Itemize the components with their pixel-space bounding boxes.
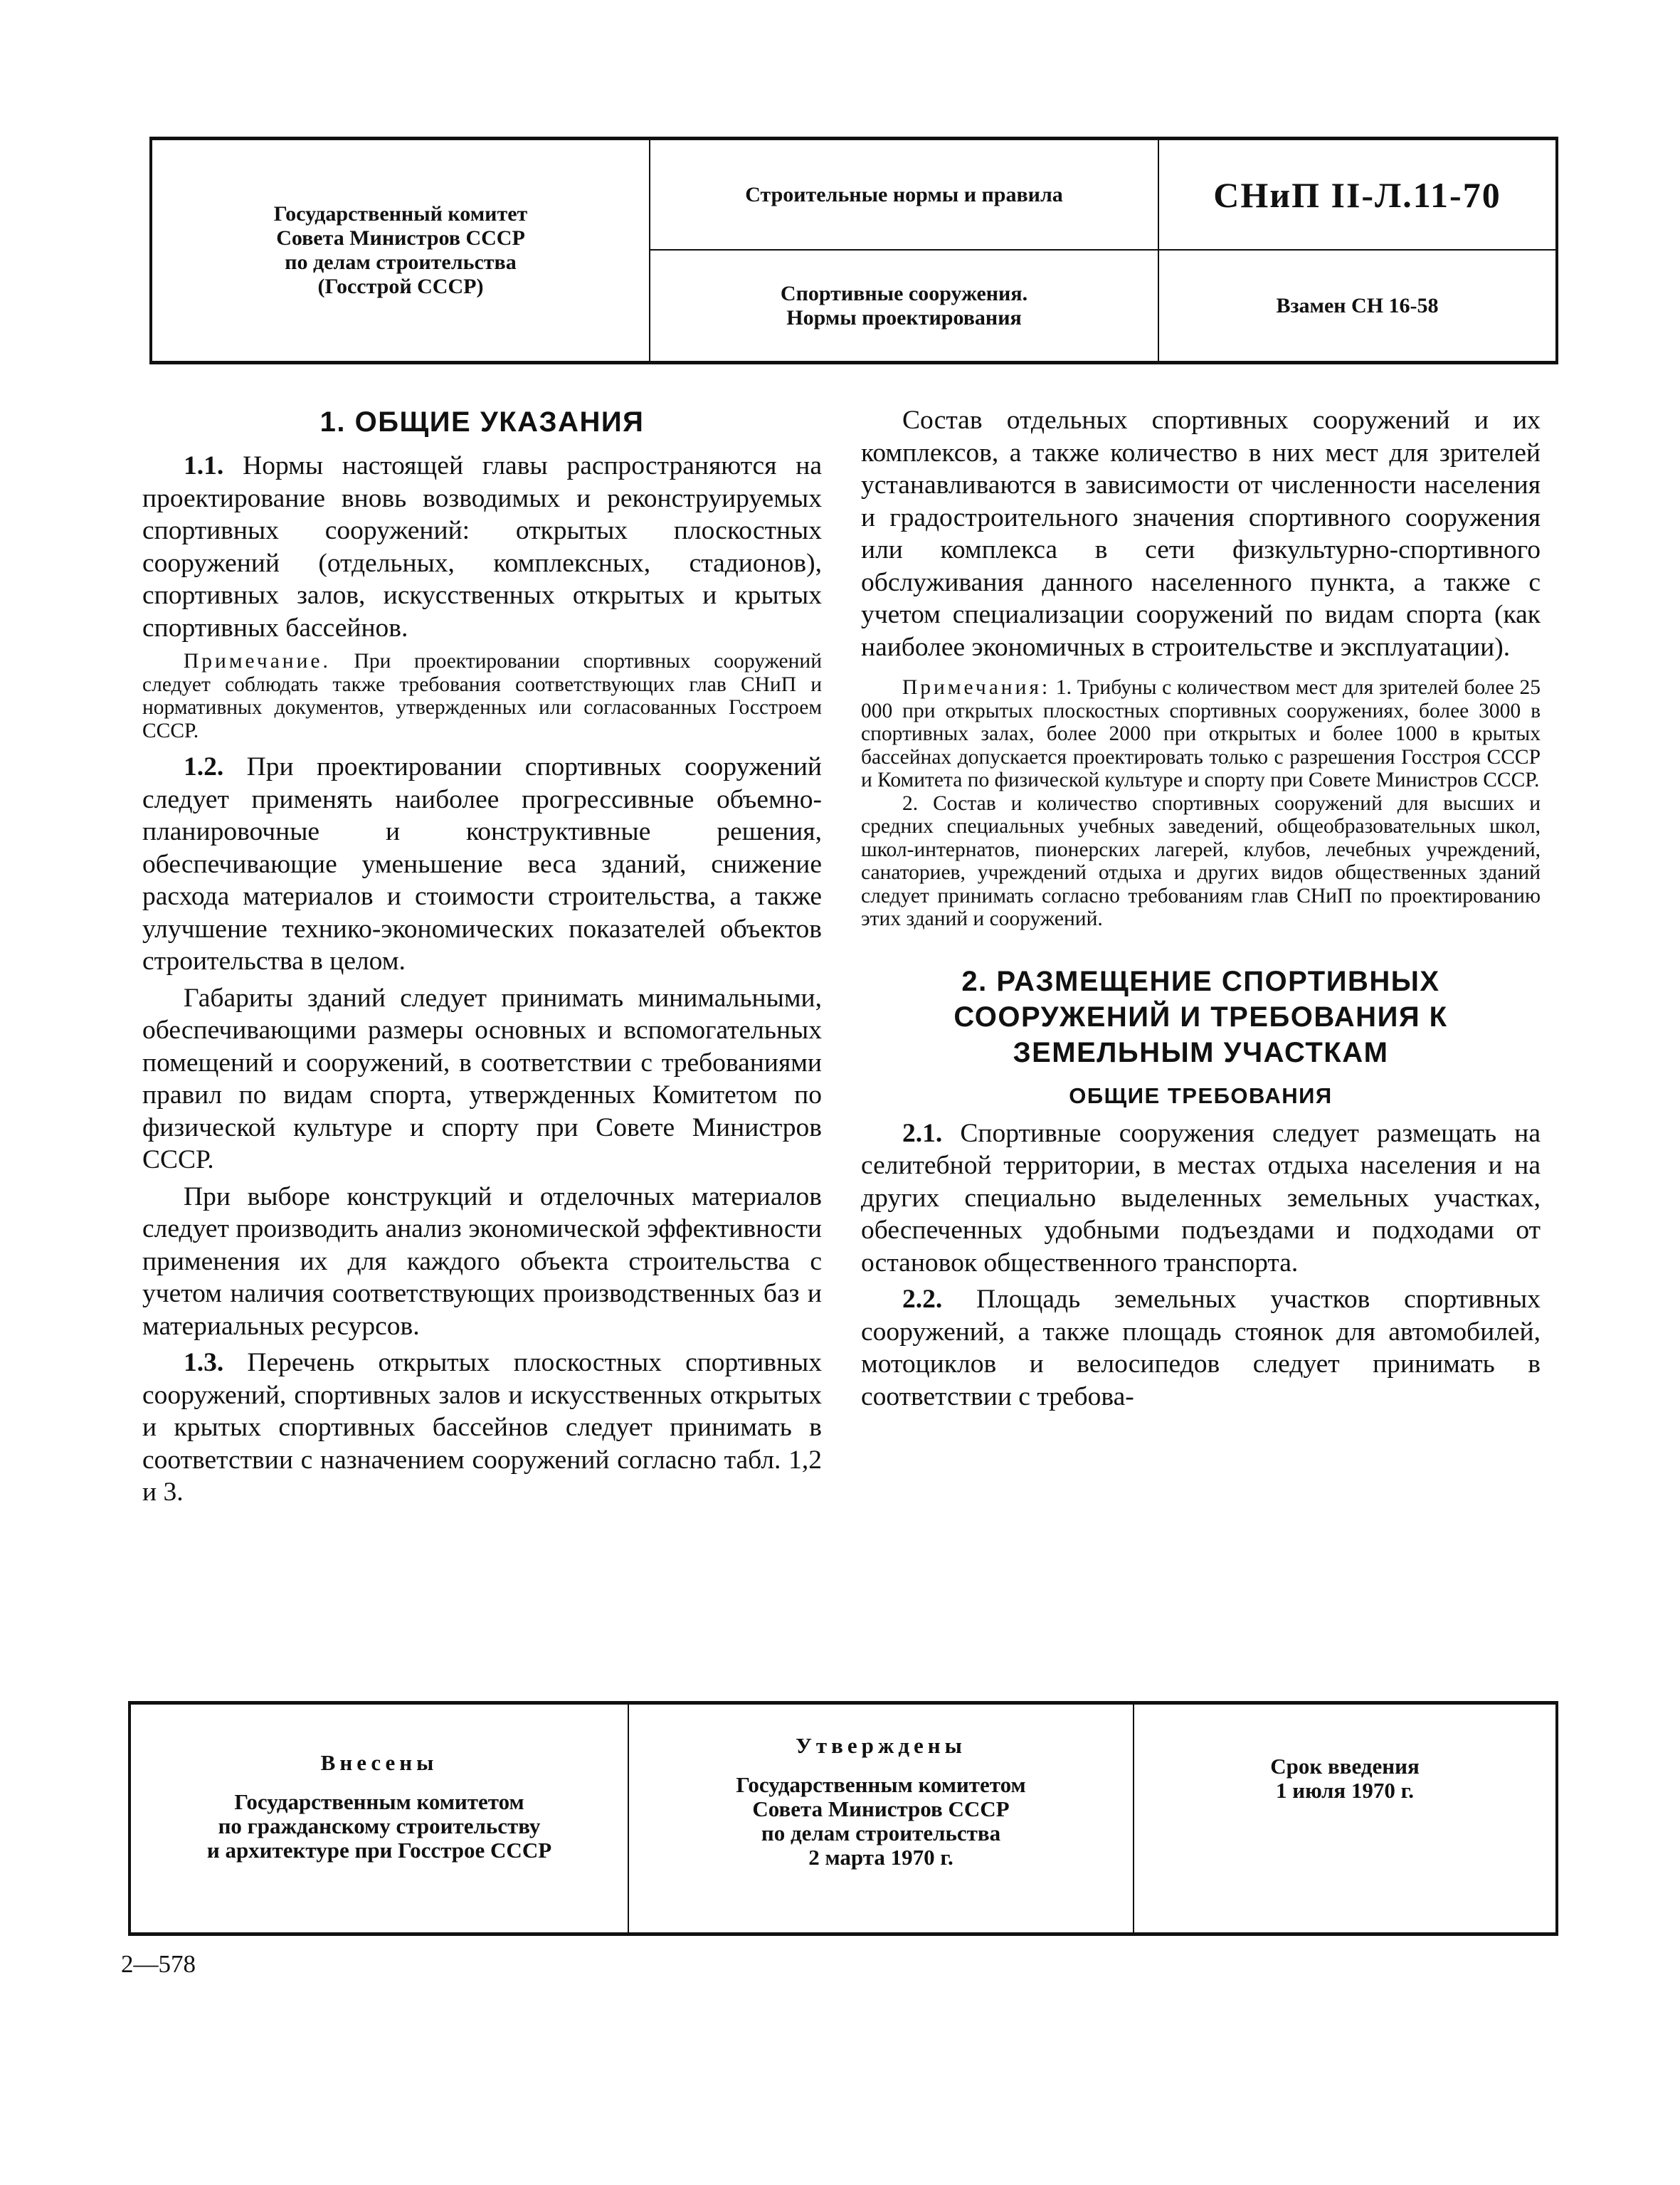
header-title-cell <box>650 140 1159 361</box>
paragraph-1-3: 1.3. Перечень открытых плоскостных спортивных сооружений, спортивных залов и искусственных открытых и крытых спортивных бассейнов следует принимать в соответствии с назначением сооружений согласно табл. 1,2 и 3. <box>142 1348 822 1507</box>
section-2-title: 2. РАЗМЕЩЕНИЕ СПОРТИВНЫХ СООРУЖЕНИЙ И ТРЕБОВАНИЯ К ЗЕМЕЛЬНЫМ УЧАСТКАМ <box>953 965 1448 1068</box>
norms-title-cell <box>650 140 1158 251</box>
note-r1: Примечания: 1. Трибуны с количеством мест для зрителей более 25 000 при открытых плоскостных спортивных сооружениях, более 3000 в спортивных залах, более 2000 при открытых и более 1000 в крытых бассейнах допускается проектировать только с разрешения Госстроя СССР и Комитета по физической культуре и спорту при Совете Министров СССР. <box>861 676 1541 791</box>
norms-title: Строительные нормы и правила <box>745 182 1063 206</box>
effective-date: Срок введения 1 июля 1970 г. <box>1270 1754 1420 1803</box>
paragraph-1-2-b: Габариты зданий следует принимать минимальными, обеспечивающими размеры основных и вспомогательных помещений и сооружений, в соответствии с требованиями правил по видам спорта, утвержденных Комитетом по физической культуре и спорту при Совете Министров СССР. <box>142 983 822 1174</box>
paragraph-2-1: 2.1. Спортивные сооружения следует размещать на селитебной территории, в местах отдыха населения и на других специально выделенных земельных участках, обеспеченных удобными подъездами и подходами от остановок общественного транспорта. <box>861 1118 1541 1278</box>
introduced-label: Внесены <box>320 1750 438 1775</box>
note-1: Примечание. При проектировании спортивных сооружений следует соблюдать также требования соответствующих глав СНиП и нормативных документов, утвержденных или согласованных Госстроем СССР. <box>142 650 823 742</box>
paragraph-1-2-c: При выборе конструкций и отделочных материалов следует производить анализ экономической эффективности применения их для каждого объекта строительства с учетом наличия соответствующих производственных баз и материальных ресурсов. <box>142 1181 822 1341</box>
paragraph-composition: Состав отдельных спортивных сооружений и их комплексов, а также количество в них мест для зрителей устанавливаются в зависимости от численности населения и градостроительного значения спортивного сооружения или комплекса в сети физкультурно-спортивного обслуживания данного населенного пункта, а также с учетом специализации сооружений по видам спорта (как наиболее экономичных в строительстве и эксплуатации). <box>861 406 1541 662</box>
footer-introduced-cell <box>131 1705 629 1932</box>
paragraph-1-1: 1.1. Нормы настоящей главы распространяются на проектирование вновь возводимых и реконструируемых спортивных сооружений: открытых плоскостных сооружений (отдельных, комплексных, стадионов), спортивных залов, искусственных открытых и крытых спортивных бассейнов. <box>142 451 823 643</box>
org-name: Государственный комитет Совета Министров СССР по делам строительства (Госстрой СССР) <box>273 202 528 298</box>
left-column <box>142 399 822 1509</box>
replaces-text: Взамен СН 16-58 <box>1276 293 1439 317</box>
introduced-by: Государственным комитетом по гражданскому строительству и архитектуре при Госстрое СССР <box>206 1789 552 1863</box>
paragraph-2-2: 2.2. Площадь земельных участков спортивных сооружений, а также площадь стоянок для автомобилей, мотоциклов и велосипедов следует принимать в соответствии с требова- <box>861 1285 1541 1411</box>
subsection-title: ОБЩИЕ ТРЕБОВАНИЯ <box>1069 1083 1333 1108</box>
note-r2: 2. Состав и количество спортивных сооружений для высших и средних специальных учебных заведений, общеобразовательных школ, школ-интернатов, пионерских лагерей, клубов, лечебных учреждений, санаториев, учреждений отдыха и других видов общественных зданий следует принимать согласно требованиям глав СНиП по проектированию этих зданий и сооружений. <box>861 791 1541 930</box>
footer-approved-cell <box>629 1705 1134 1932</box>
approved-label: Утверждены <box>796 1733 966 1758</box>
chapter-title: Спортивные сооружения. Нормы проектирования <box>780 281 1028 330</box>
replaces-cell <box>1159 251 1555 361</box>
doc-code-cell <box>1159 140 1555 251</box>
paragraph-1-2: 1.2. При проектировании спортивных сооружений следует применять наиболее прогрессивные объемно-планировочные и конструктивные решения, обеспечивающие уменьшение веса зданий, снижение расхода материалов и стоимости строительства, а также улучшение технико-экономических показателей объектов строительства в целом. <box>142 752 822 976</box>
header-code-cell <box>1159 140 1555 361</box>
footer-table <box>128 1701 1558 1936</box>
section-1-title: 1. ОБЩИЕ УКАЗАНИЯ <box>319 406 645 438</box>
page-number: 2—578 <box>121 1950 196 1978</box>
doc-code: СНиП II-Л.11-70 <box>1213 174 1501 215</box>
header-org-cell <box>152 140 650 361</box>
right-column <box>861 399 1541 1413</box>
chapter-title-cell <box>650 251 1158 361</box>
footer-effective-cell <box>1134 1705 1555 1932</box>
header-table <box>149 137 1558 364</box>
approved-by: Государственным комитетом Совета Министров СССР по делам строительства 2 марта 1970 г. <box>736 1772 1026 1870</box>
